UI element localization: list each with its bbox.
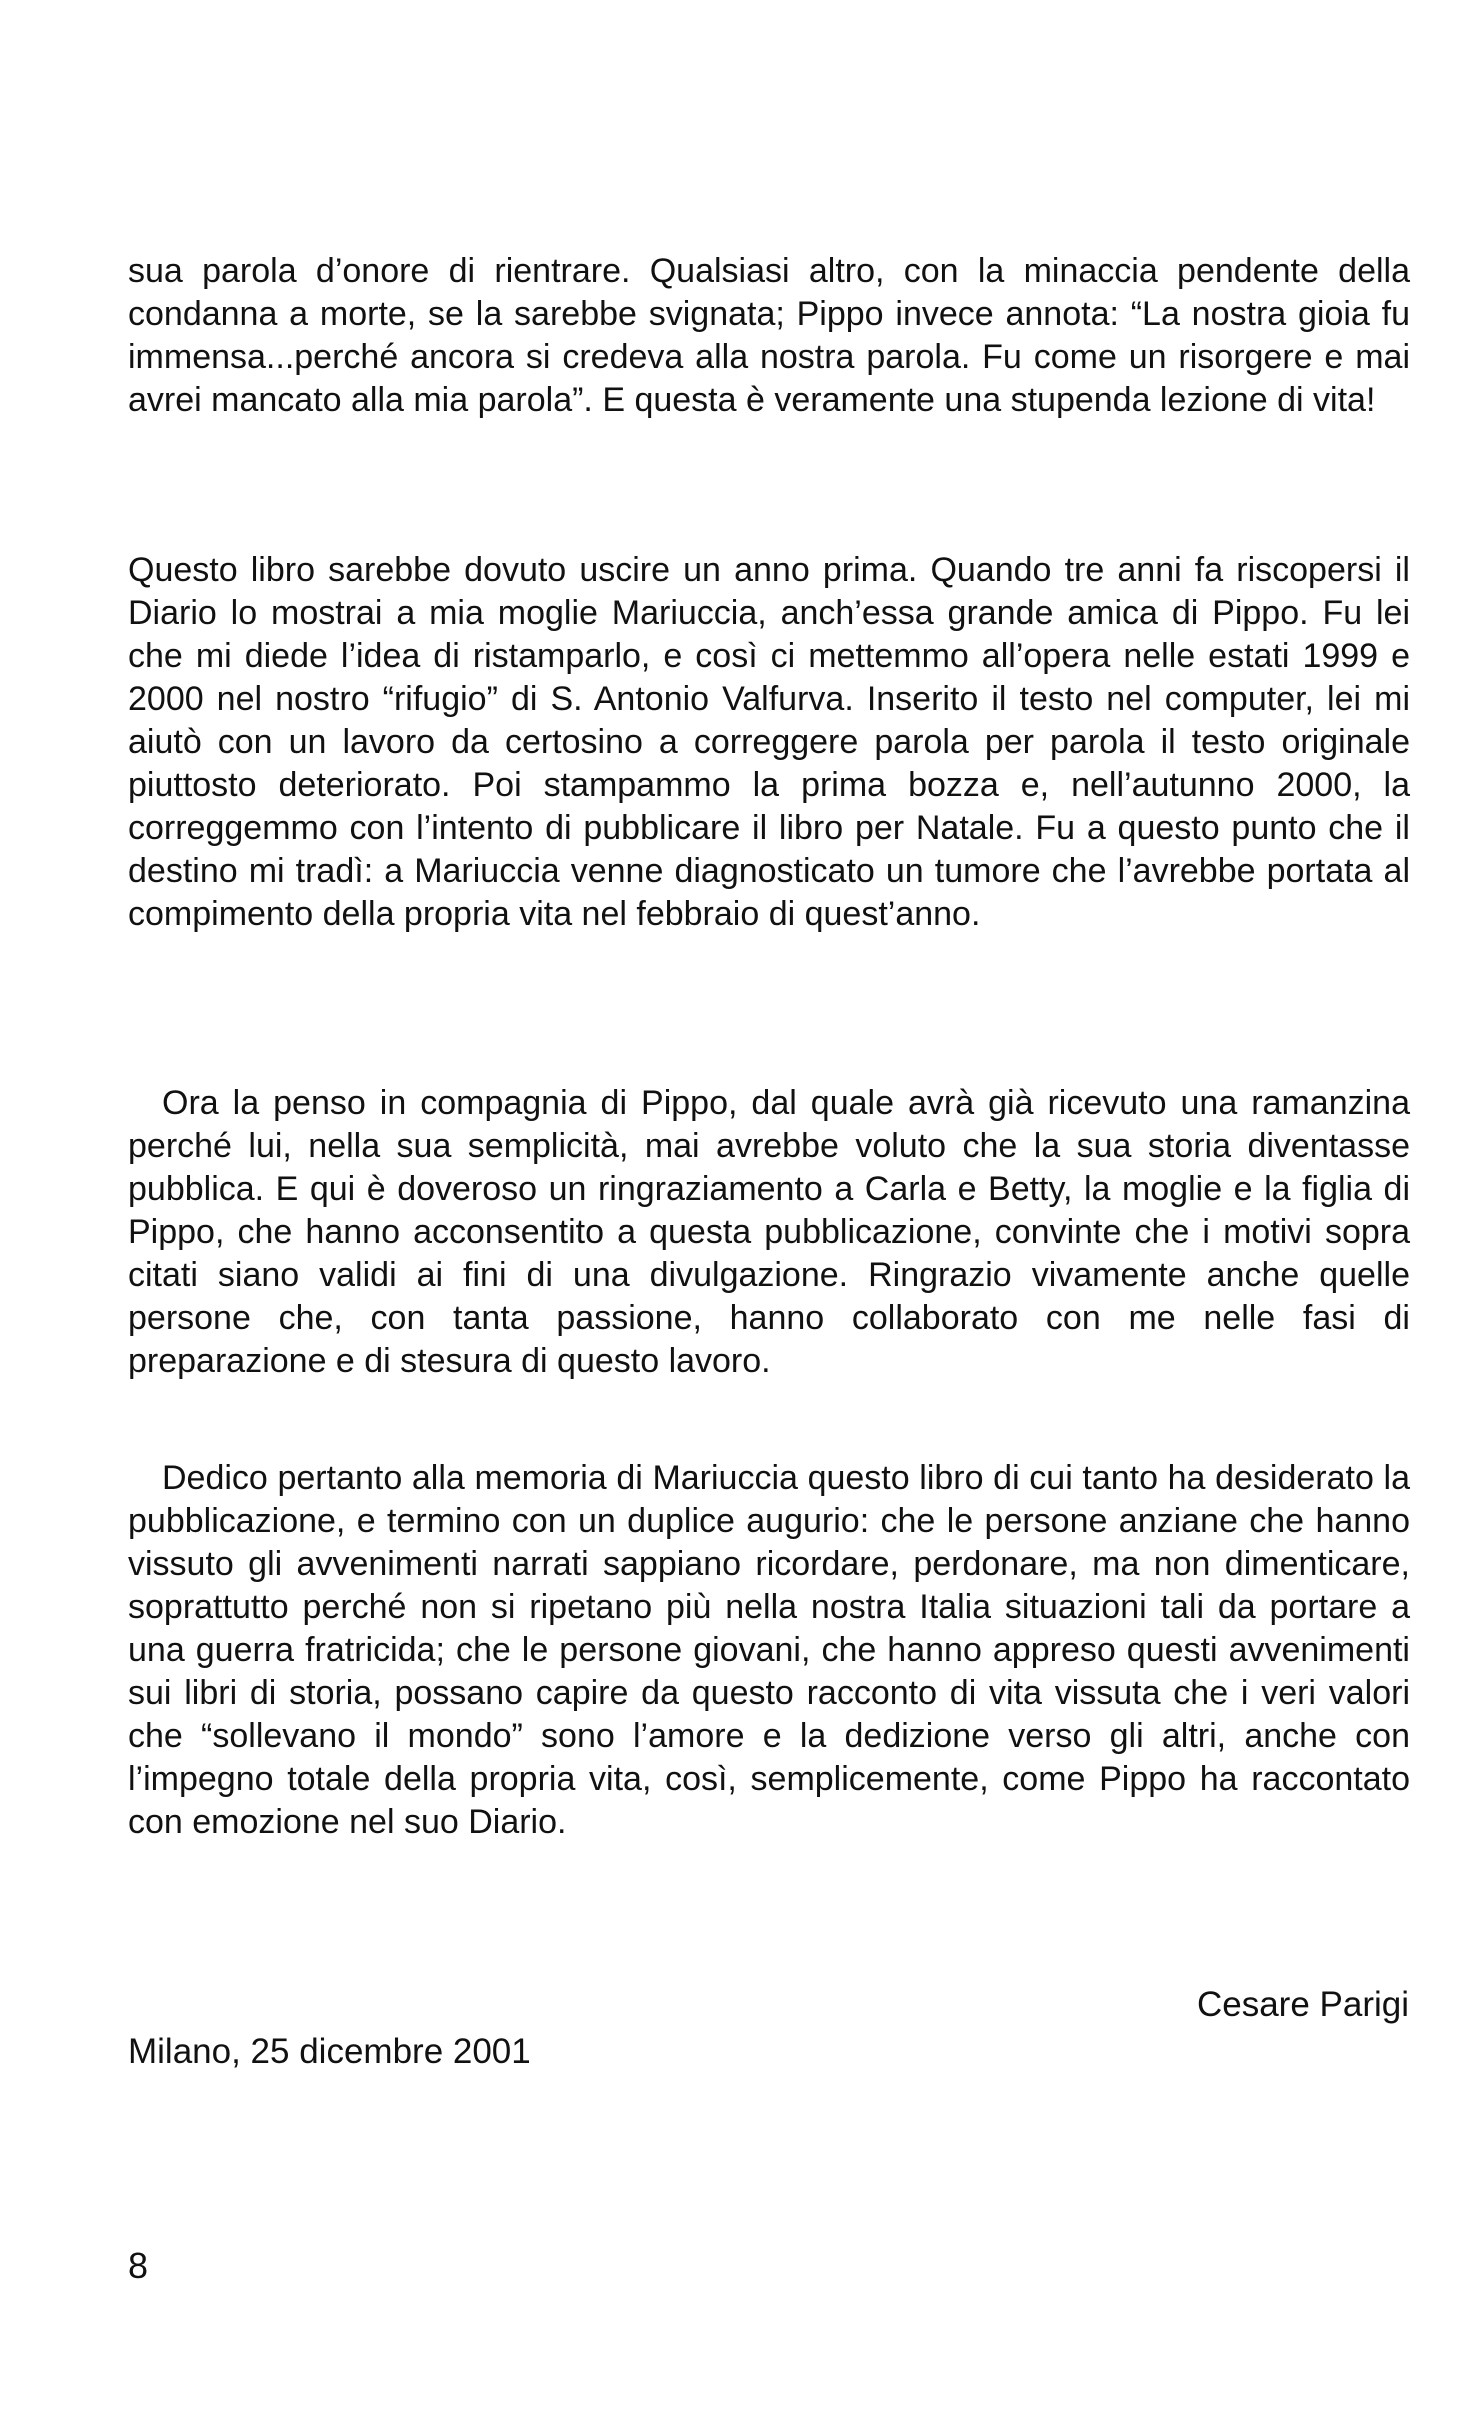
author-signature: Cesare Parigi: [1196, 1985, 1409, 2024]
paragraph-4: Dedico pertanto alla memoria di Mariuccia questo libro di cui tanto ha desiderato la pubblicazione, e termino con un duplice augurio: che le persone anziane che hanno vissuto gli avvenimenti narrati sappiano ricordare, perdonare, ma non dimenticare, soprattutto perché non si ripetano più nella nostra Italia situazioni tali da portare a una guerra fratricida; che le persone giovani, che hanno appreso questi avvenimenti sui libri di storia, possano capire da questo racconto di vita vissuta che i veri valori che “sollevano il mondo” sono l’amore e la dedizione verso gli altri, anche con l’impegno totale della propria vita, così, semplicemente, come Pippo ha raccontato con emozione nel suo Diario.: [128, 1459, 1410, 1841]
paragraph-3: Ora la penso in compagnia di Pippo, dal quale avrà già ricevuto una ramanzina perché lui, nella sua semplicità, mai avrebbe voluto che la sua storia diventasse pubblica. E qui è doveroso un ringraziamento a Carla e Betty, la moglie e la figlia di Pippo, che hanno acconsentito a questa pubblicazione, convinte che i motivi sopra citati siano validi ai fini di una divulgazione. Ringrazio vivamente anche quelle persone che, con tanta passione, hanno collaborato con me nelle fasi di preparazione e di stesura di questo lavoro.: [128, 1084, 1410, 1380]
paragraph-2: Questo libro sarebbe dovuto uscire un anno prima. Quando tre anni fa riscopersi il Diario lo mostrai a mia moglie Mariuccia, anch’essa grande amica di Pippo. Fu lei che mi diede l’idea di ristamparlo, e così ci mettemmo all’opera nelle estati 1999 e 2000 nel nostro “rifugio” di S. Antonio Valfurva. Inserito il testo nel computer, lei mi aiutò con un lavoro da certosino a correggere parola per parola il testo originale piuttosto deteriorato. Poi stampammo la prima bozza e, nell’autunno 2000, la correggemmo con l’intento di pubblicare il libro per Natale. Fu a questo punto che il destino mi tradì: a Mariuccia venne diagnosticato un tumore che l’avrebbe portata al compimento della propria vita nel febbraio di quest’anno.: [128, 551, 1410, 933]
place-date: Milano, 25 dicembre 2001: [128, 2032, 531, 2071]
paragraph-1: sua parola d’onore di rientrare. Qualsiasi altro, con la minaccia pendente della condanna a morte, se la sarebbe svignata; Pippo invece annota: “La nostra gioia fu immensa...perché ancora si credeva alla nostra parola. Fu come un risorgere e mai avrei mancato alla mia parola”. E questa è veramente una stupenda lezione di vita!: [128, 252, 1410, 419]
page-number: 8: [128, 2245, 149, 2286]
